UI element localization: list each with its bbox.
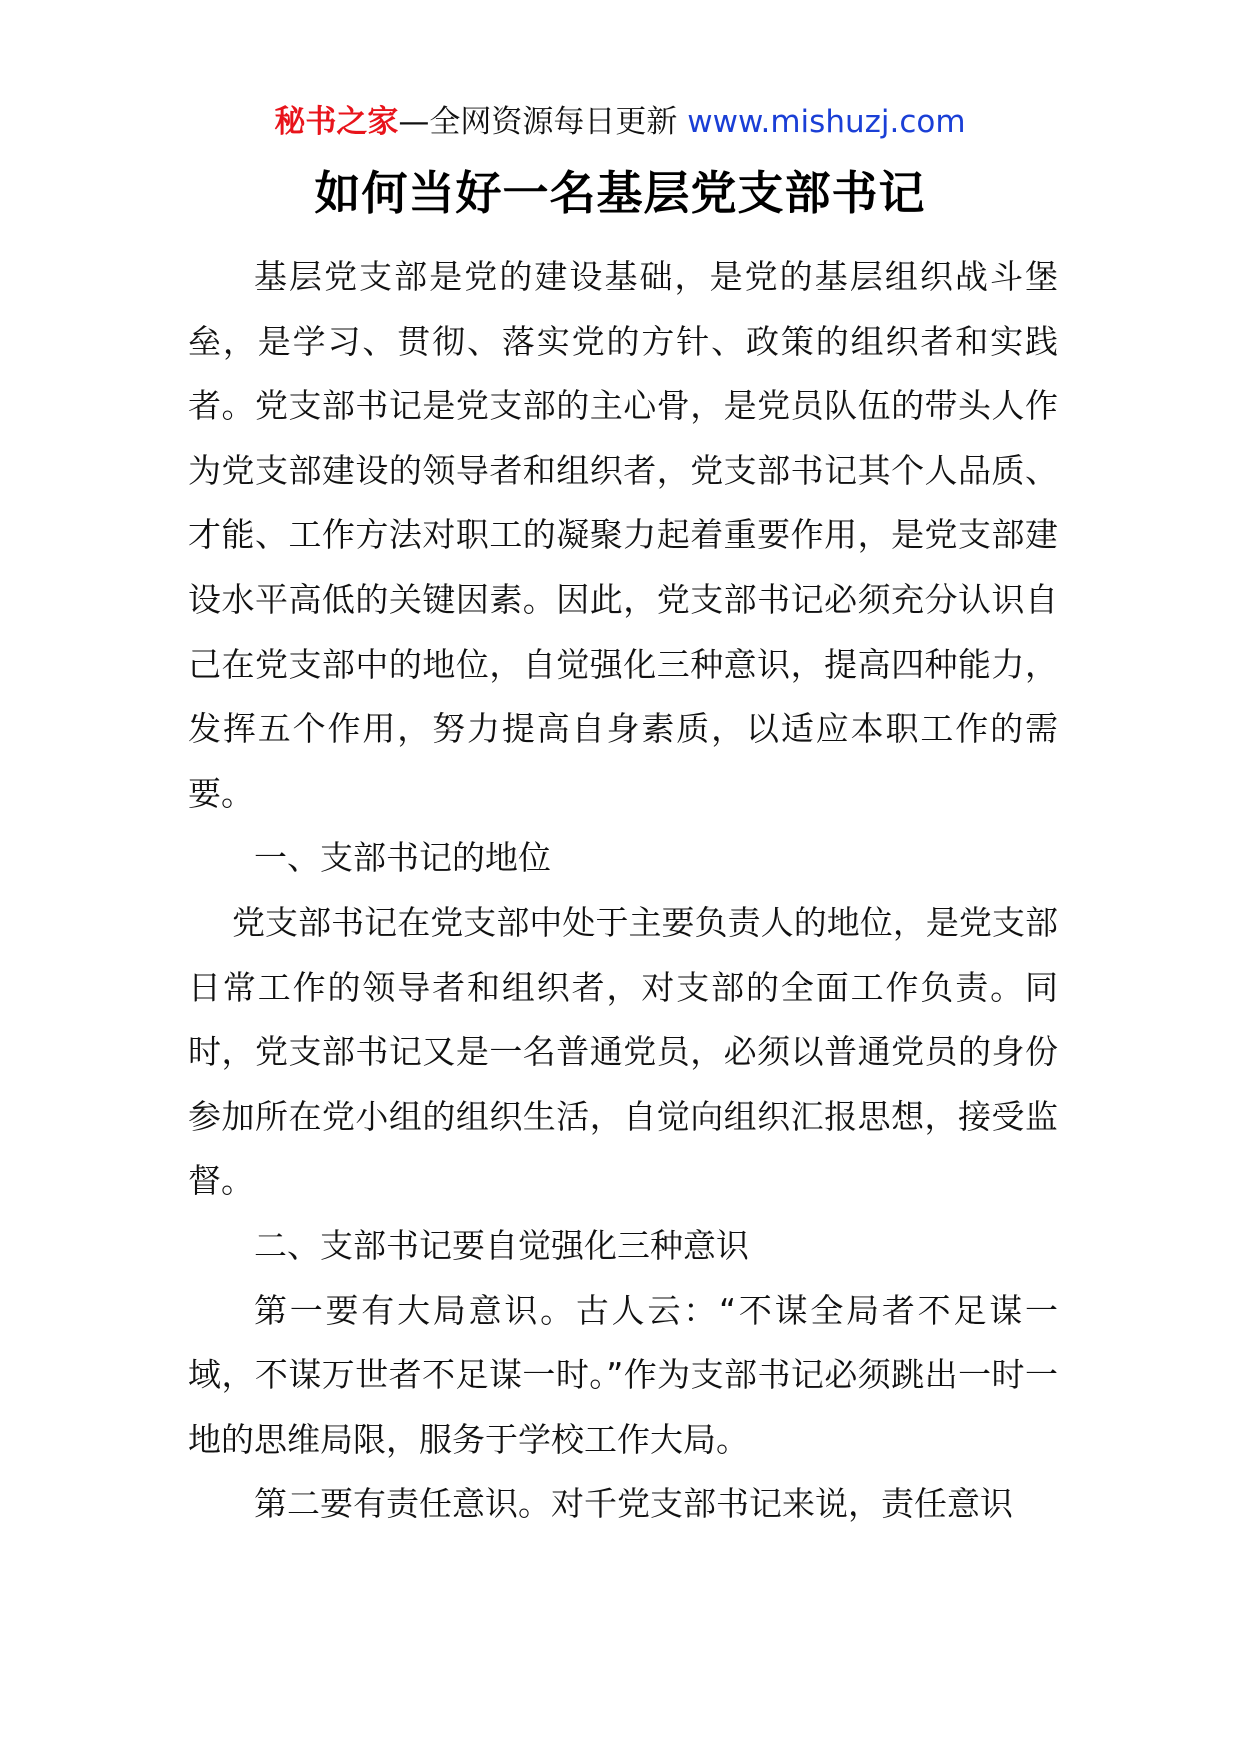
section-2-paragraph-1: 第一要有大局意识。古人云：“不谋全局者不足谋一域，不谋万世者不足谋一时。”作为支部书记必须跳出一时一地的思维局限，服务于学校工作大局。 bbox=[188, 1290, 1058, 1459]
section-2-paragraph-2: 第二要有责任意识。对千党支部书记来说，责任意识 bbox=[254, 1484, 1013, 1524]
header-tagline: —全网资源每日更新 bbox=[398, 104, 688, 140]
site-url-link[interactable]: www.mishuzj.com bbox=[687, 104, 966, 140]
intro-paragraph: 基层党支部是党的建设基础，是党的基层组织战斗堡垒，是学习、贯彻、落实党的方针、政策的组织者和实践者。党支部书记是党支部的主心骨，是党员队伍的带头人作为党支部建设的领导者和组织者，党支部书记其个人品质、才能、工作方法对职工的凝聚力起着重要作用，是党支部建设水平高低的关键因素。因此，党支部书记必须充分认识自己在党支部中的地位，自觉强化三种意识，提高四种能力，发挥五个作用，努力提高自身素质，以适应本职工作的需要。 bbox=[188, 257, 1058, 813]
document-body bbox=[188, 245, 1058, 1537]
document-title: 如何当好一名基层党支部书记 bbox=[314, 166, 926, 220]
section-heading-2: 二、支部书记要自觉强化三种意识 bbox=[254, 1225, 749, 1265]
section-1-paragraph: 党支部书记在党支部中处于主要负责人的地位，是党支部日常工作的领导者和组织者，对支部的全面工作负责。同时，党支部书记又是一名普通党员，必须以普通党员的身份参加所在党小组的组织生活，自觉向组织汇报思想，接受监督。 bbox=[188, 902, 1058, 1201]
section-heading-1: 一、支部书记的地位 bbox=[254, 838, 551, 878]
brand-name: 秘书之家 bbox=[274, 104, 399, 140]
site-header bbox=[0, 100, 1240, 144]
